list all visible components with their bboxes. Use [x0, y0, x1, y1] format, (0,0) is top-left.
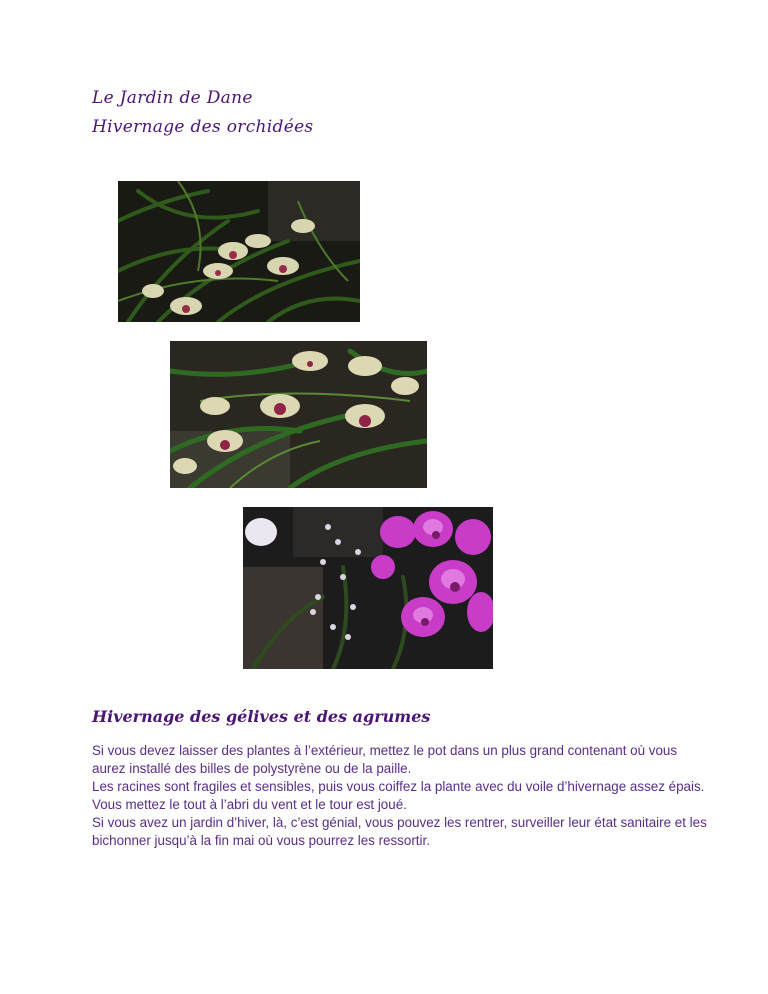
page-title: Hivernage des orchidées: [92, 117, 314, 137]
paragraph: Si vous avez un jardin d’hiver, là, c’est génial, vous pouvez les rentrer, surveiller leur état sanitaire et les bichonner jusqu’à la fin mai où vous pourrez les ressortir.: [92, 815, 707, 848]
site-title: Le Jardin de Dane: [92, 88, 253, 108]
cymbidium-orchids-photo-1: [118, 181, 360, 322]
phalaenopsis-oncidium-photo: [243, 507, 493, 669]
section-heading: Hivernage des gélives et des agrumes: [92, 707, 431, 726]
paragraph: Si vous devez laisser des plantes à l’extérieur, mettez le pot dans un plus grand contenant où vous aurez installé des billes de polystyrène ou de la paille.: [92, 743, 678, 776]
paragraph: Les racines sont fragiles et sensibles, puis vous coiffez la plante avec du voile d’hivernage assez épais. Vous mettez le tout à l’abri du vent et le tour est joué.: [92, 779, 705, 812]
cymbidium-orchids-photo-2: [170, 341, 427, 488]
